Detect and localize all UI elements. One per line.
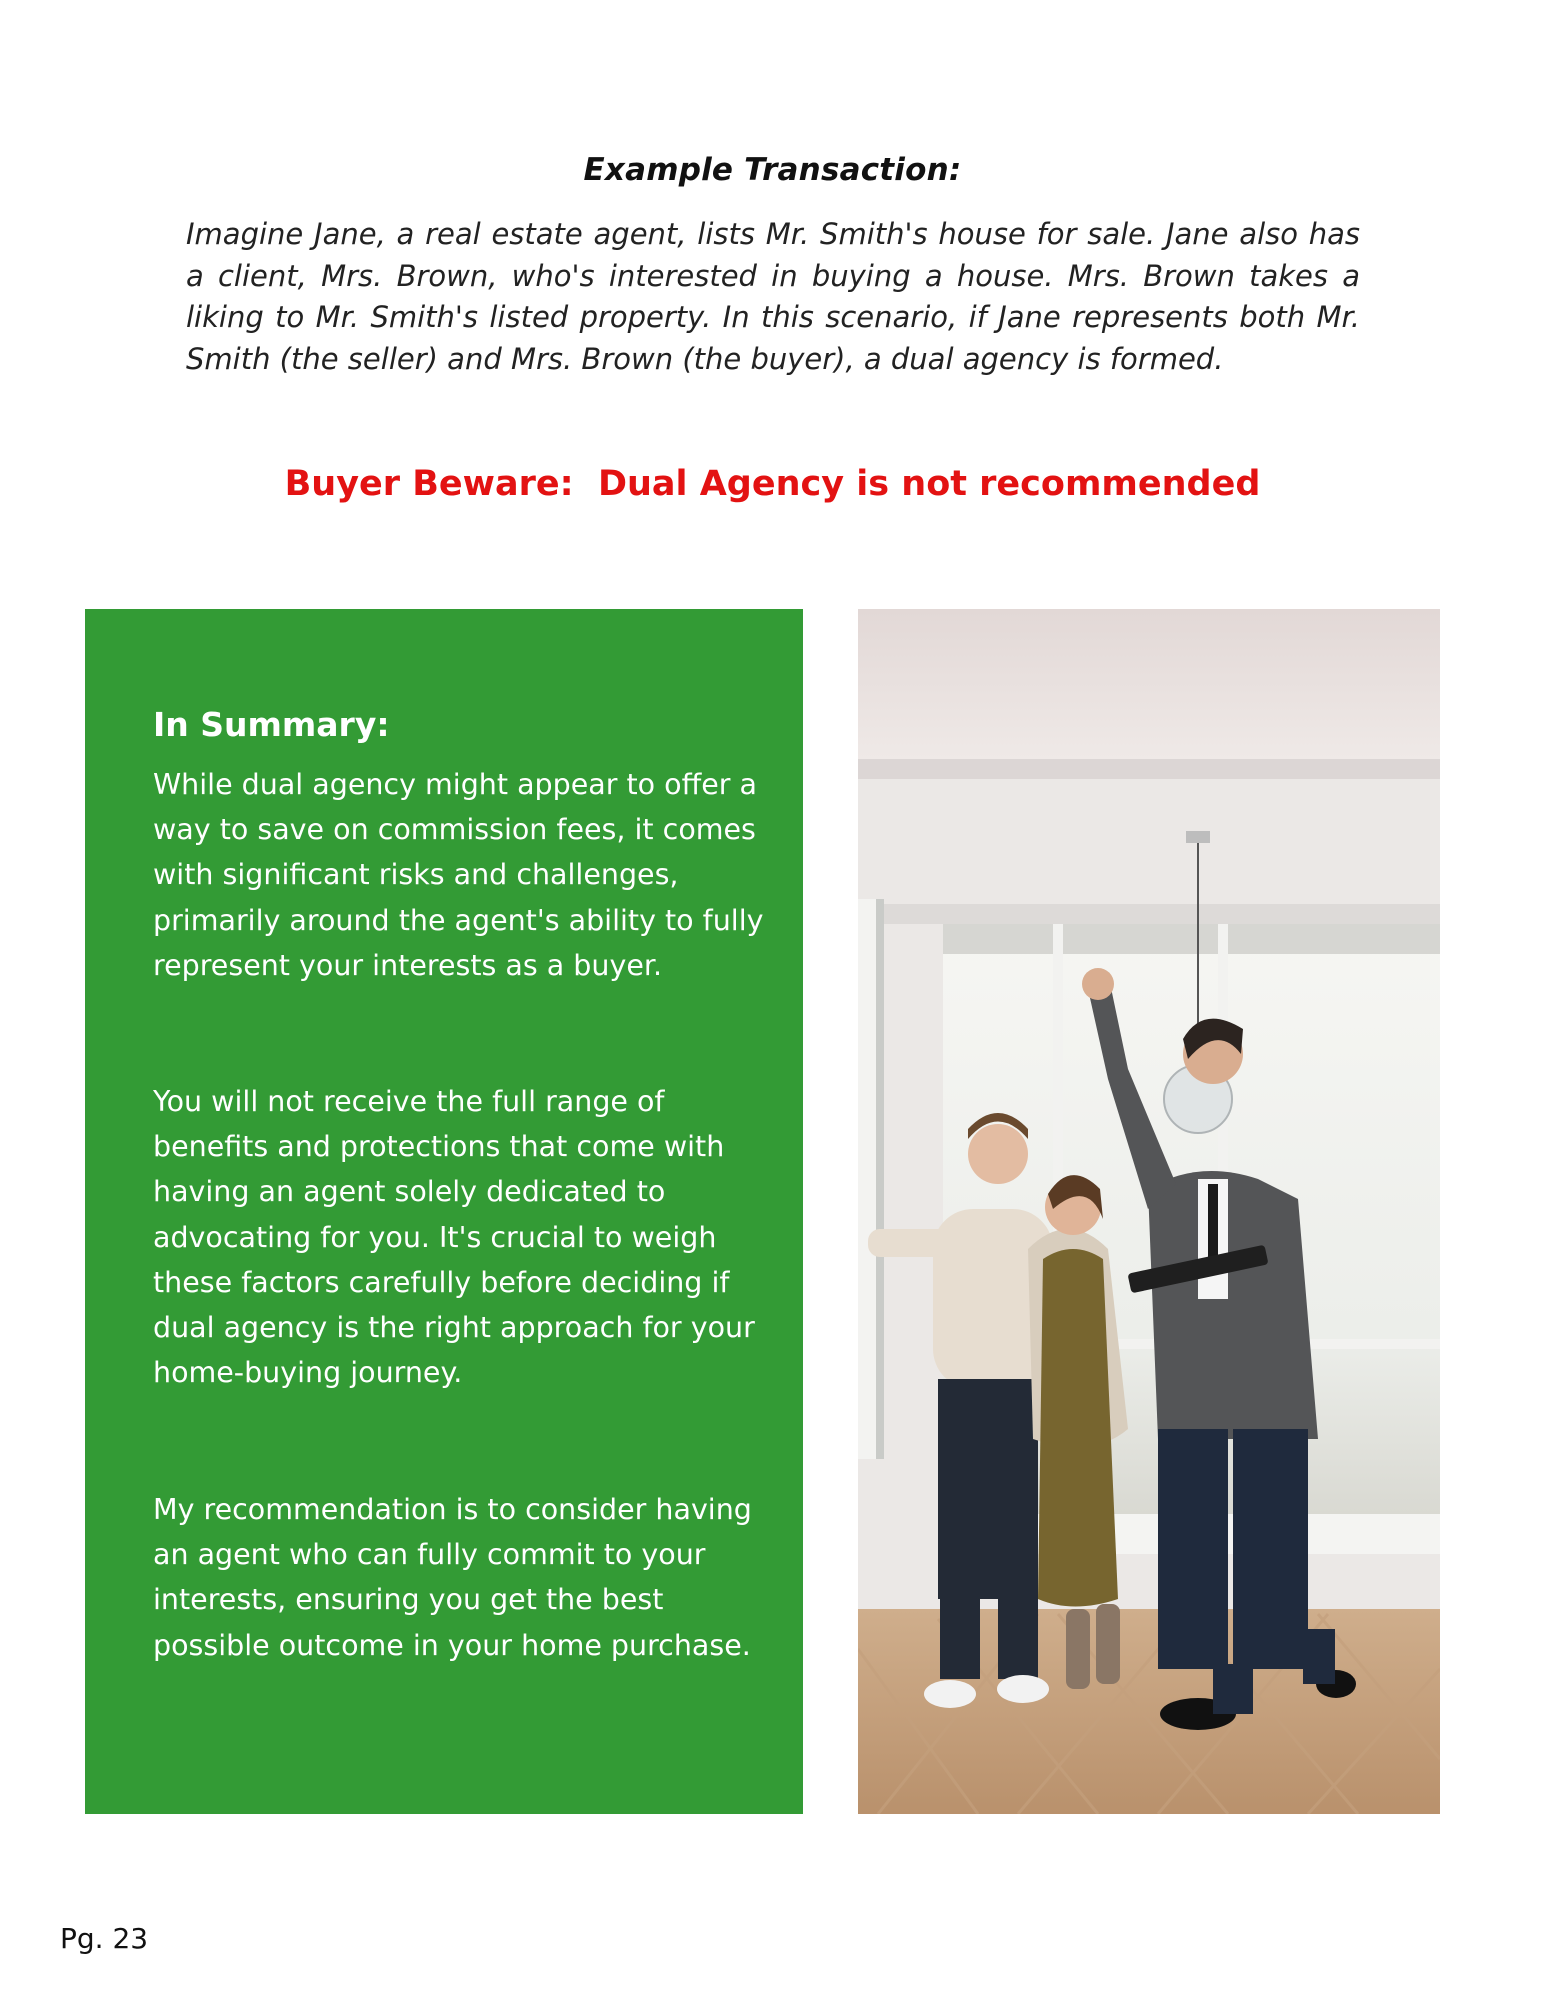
page-number: Pg. 23: [60, 1922, 149, 1955]
example-body: Imagine Jane, a real estate agent, lists Mr. Smith's house for sale. Jane also has a client, Mrs. Brown, who's interested in buying a house. Mrs. Brown takes a liking to Mr. Smith's listed property. In this scenario, if Jane represents both Mr. Smith (the seller) and Mrs. Brown (the buyer), a dual agency is formed.: [186, 217, 1360, 376]
example-heading: Example Transaction:: [583, 152, 962, 188]
summary-paragraph-1: While dual agency might appear to offer a way to save on commission fees, it comes with significant risks and challenges, primarily around the agent's ability to fully represent your interests as a buyer.: [153, 768, 764, 982]
summary-title: In Summary:: [153, 705, 390, 744]
summary-panel: [85, 609, 803, 1814]
warning-lead: Buyer Beware:: [284, 464, 574, 504]
warning-text: Dual Agency is not recommended: [597, 464, 1261, 504]
summary-paragraph-3: My recommendation is to consider having an agent who can fully commit to your interests, ensuring you get the best possible outcome in your home purchase.: [153, 1493, 752, 1662]
warning-banner: [0, 464, 1545, 504]
summary-paragraph-2: You will not receive the full range of benefits and protections that come with having an agent solely dedicated to advocating for you. It's crucial to weigh these factors carefully before deciding if dual agency is the right approach for your home-buying journey.: [153, 1085, 755, 1390]
house-viewing-photo: [858, 609, 1440, 1814]
